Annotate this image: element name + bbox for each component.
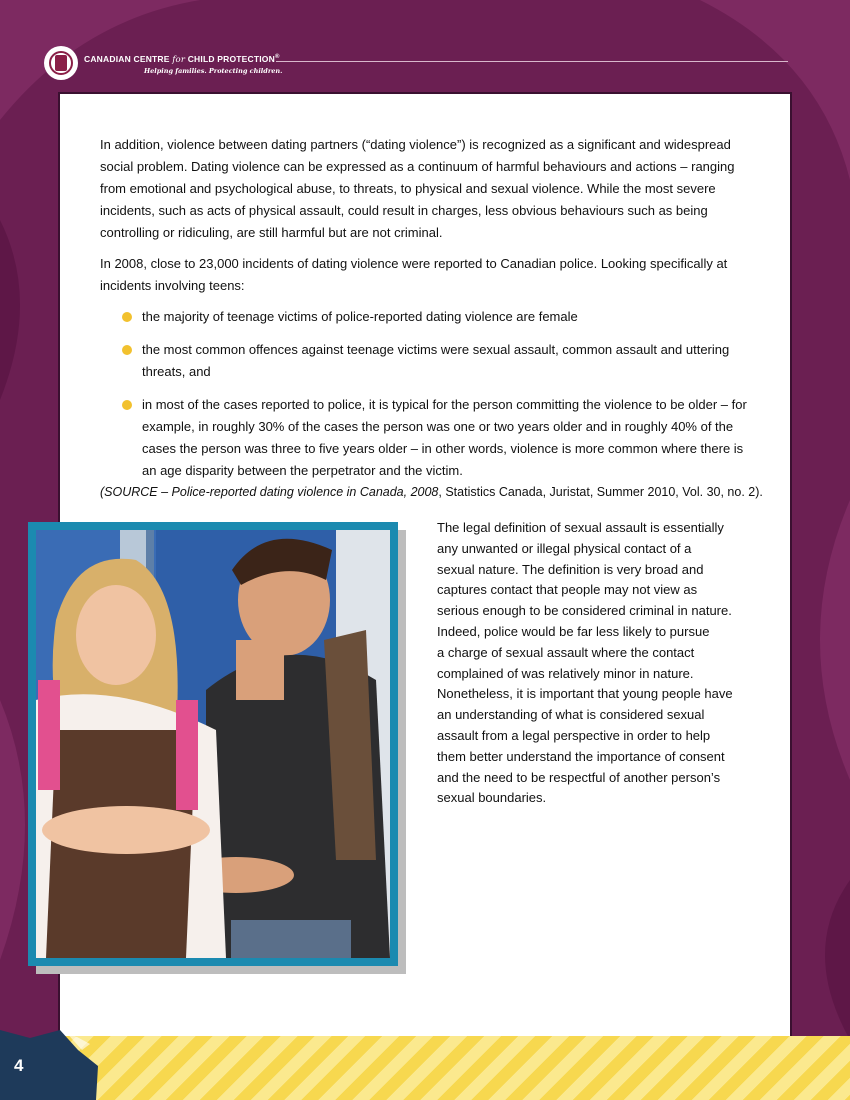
- list-item: in most of the cases reported to police, it is typical for the person committing the violence to be older – for example, in roughly 30% of the cases the person was one or two years older and in roughly 40% of the cases the person was three to five years older – in other words, violence is more common where there is an age disparity between the perpetrator and the victim.: [100, 394, 760, 482]
- bullet-list: [100, 306, 760, 482]
- org-name: CANADIAN CENTRE for CHILD PROTECTION®: [84, 54, 280, 65]
- logo-icon: [44, 46, 78, 80]
- paragraph-2008-stats: In 2008, close to 23,000 incidents of dating violence were reported to Canadian police. Looking specifically at incidents involving teens:: [100, 256, 728, 293]
- source-citation: (SOURCE – Police-reported dating violence in Canada, 2008, Statistics Canada, Juristat, Summer 2010, Vol. 30, no. 2).: [100, 485, 763, 499]
- tagline: Helping families. Protecting children.: [144, 67, 283, 75]
- main-content: [100, 134, 760, 493]
- list-item: the majority of teenage victims of police-reported dating violence are female: [100, 306, 760, 328]
- bullet-icon: [122, 400, 132, 410]
- teen-couple-photo: [36, 530, 390, 958]
- bullet-icon: [122, 345, 132, 355]
- paragraph-dating-violence: In addition, violence between dating partners (“dating violence”) is recognized as a significant and widespread social problem. Dating violence can be expressed as a continuum of harmful behaviours and actions – ranging from emotional and psychological abuse, to threats, to physical and sexual violence. While the most severe incidents, such as acts of physical assault, could result in charges, less obvious behaviours such as being controlling or ridiculing, are still harmful but are not criminal.: [100, 137, 735, 240]
- bullet-icon: [122, 312, 132, 322]
- header-divider: [276, 61, 788, 62]
- footer-stripes: [60, 1036, 850, 1100]
- page-number: 4: [14, 1056, 24, 1075]
- header: [44, 44, 794, 84]
- list-item: the most common offences against teenage victims were sexual assault, common assault and uttering threats, and: [100, 339, 760, 383]
- sexual-assault-definition: The legal definition of sexual assault is essentially any unwanted or illegal physical contact of a sexual nature. The definition is very broad and captures contact that people may not view as serious enough to be considered criminal in nature. Indeed, police would be far less likely to pursue a charge of sexual assault where the contact complained of was relatively minor in nature. Nonetheless, it is important that young people have an understanding of what is considered sexual assault from a legal perspective in order to help them better understand the importance of consent and the need to be respectful of another person’s sexual boundaries.: [437, 520, 733, 806]
